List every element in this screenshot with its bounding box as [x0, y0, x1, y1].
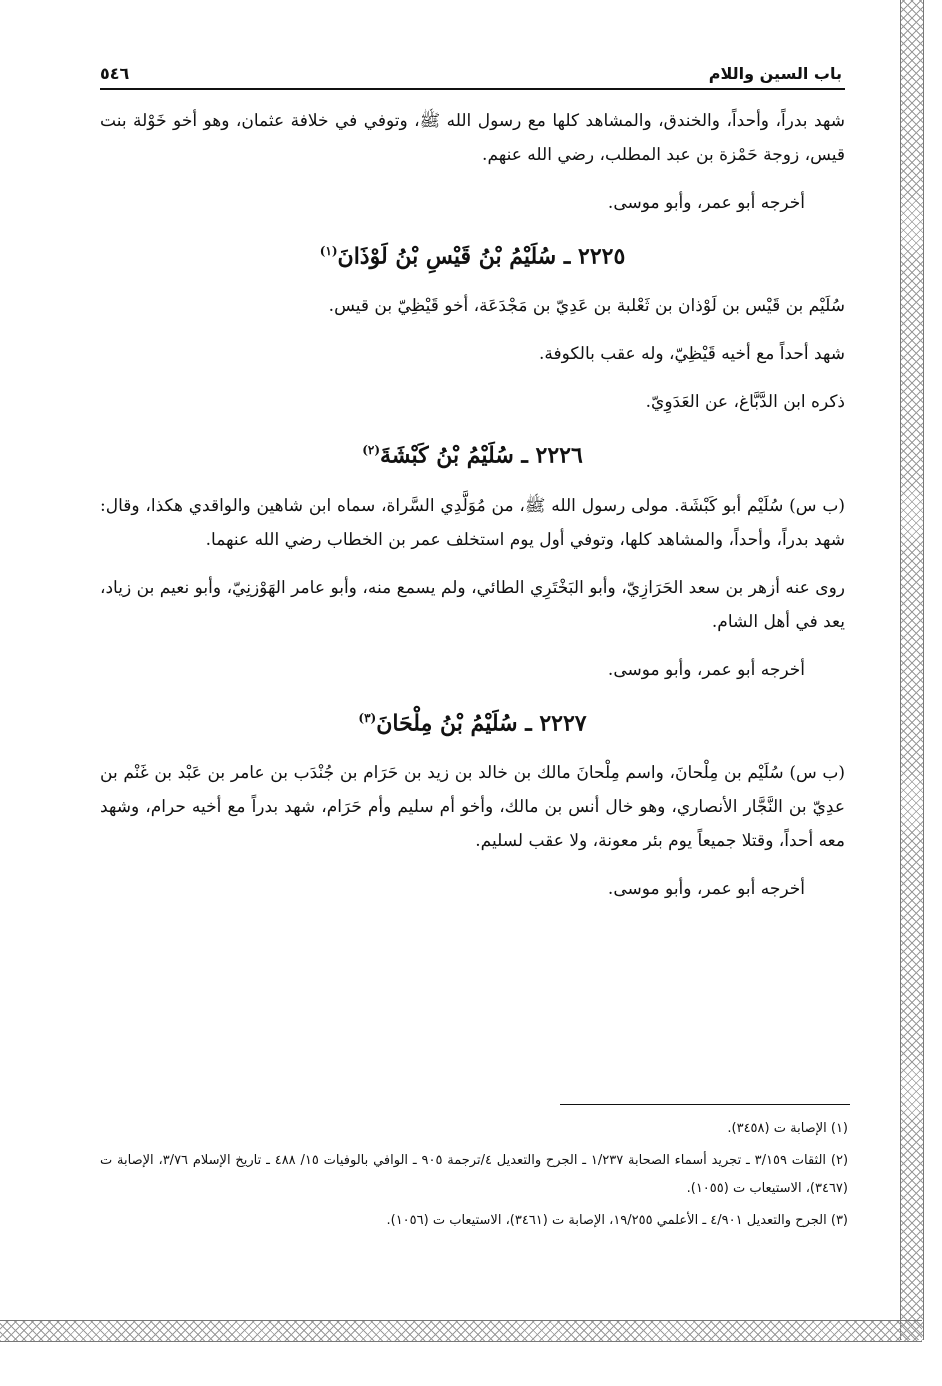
paragraph: روى عنه أزهر بن سعد الحَرَازِيّ، وأبو البَخْتَرِي الطائي، ولم يسمع منه، وأبو عامر الهَوْزنِيّ، وأبو نعيم بن زياد، يعد في أهل الشام. — [100, 577, 845, 632]
entry-heading-text: ٢٢٢٥ ـ سُلَيْمُ بْنُ قَيْسِ بْنُ لَوْذَانَ — [337, 243, 626, 270]
paragraph: أخرجه أبو عمر، وأبو موسى. — [607, 193, 805, 213]
entry-heading — [100, 433, 845, 472]
main-text — [100, 104, 845, 920]
page-number: ٥٤٦ — [100, 64, 130, 83]
entry-heading-text: ٢٢٢٧ ـ سُلَيْمُ بْنُ مِلْحَانَ — [376, 709, 587, 736]
header-rule — [100, 88, 845, 90]
footnote: (٣) الجرح والتعديل ٤/٩٠١ ـ الأعلمي ١٩/٢٥٥، الإصابة ت (٣٤٦١)، الاستيعاب ت (١٠٥٦). — [386, 1213, 848, 1228]
paragraph: سُلَيْم بن قَيْس بن لَوْذان بن ثَعْلبة بن عَدِيّ بن مَجْدَعَة، أخو قَيْظِيّ بن قيس. — [328, 296, 845, 317]
entry-heading-text: ٢٢٢٦ ـ سُلَيْمُ بْنُ كَبْشَةَ — [380, 442, 583, 469]
footnote: (٢) الثقات ٣/١٥٩ ـ تجريد أسماء الصحابة ١/٢٣٧ ـ الجرح والتعديل ٤/ترجمة ٩٠٥ ـ الوافي بالوفيات ١٥/ ٤٨٨ ـ تاريخ الإسلام ٣/٧٦، الإصابة ت (٣٤٦٧)، الاستيعاب ت (١٠٥٥). — [100, 1153, 849, 1196]
chapter-title: باب السين واللام — [708, 64, 842, 83]
paragraph: شهد أحداً مع أخيه قَيْظِيّ، وله عقب بالكوفة. — [538, 344, 845, 365]
paragraph: أخرجه أبو عمر، وأبو موسى. — [607, 659, 805, 680]
paragraph: (ب س) سُلَيْم بن مِلْحانَ، واسم مِلْحانَ مالك بن خالد بن زيد بن حَرَام بن جُنْدَب بن عامر بن عَبْد بن غَنْم بن عدِيّ بن النَّجَّار الأنصاري، وهو خال أنس بن مالك، وأخو أم سليم وأم حَرَام، شهد بدراً مع أخيه حرام، وشهد معه أحداً، وقتلا جميعاً يوم بئر معونة، ولا عقب لسليم. — [100, 762, 845, 851]
footnote-ref: (١) — [319, 244, 338, 258]
decorative-border-bottom — [0, 1320, 922, 1342]
footnote-ref: (٢) — [362, 443, 381, 458]
footnote-ref: (٣) — [358, 710, 377, 725]
paragraph: أخرجه أبو عمر، وأبو موسى. — [607, 878, 805, 899]
entry-heading — [100, 701, 845, 740]
paragraph: (ب س) سُلَيْم أبو كَبْشَة. مولى رسول الله ﷺ، من مُوَلَّدِي السَّراة، سماه ابن شاهين والواقدي هكذا، وقال: شهد بدراً، وأحداً، والمشاهد كلها، وتوفي أول يوم استخلف عمر بن الخطاب رضي الله عنهما. — [100, 495, 845, 550]
decorative-border-right — [900, 0, 924, 1340]
paragraph: شهد بدراً، وأحداً، والخندق، والمشاهد كلها مع رسول الله ﷺ، وتوفي في خلافة عثمان، وهو أخو خَوْلة بنت قيس، زوجة حَمْزة بن عبد المطلب، رضي الله عنهم. — [100, 111, 845, 165]
paragraph: ذكره ابن الدَّبَّاغ، عن العَدَوِيّ. — [645, 392, 845, 413]
footnotes — [100, 1115, 848, 1239]
entry-heading — [100, 234, 845, 273]
footnote: (١) الإصابة ت (٣٤٥٨). — [727, 1121, 848, 1136]
footnote-rule — [560, 1104, 850, 1105]
page-header — [100, 62, 842, 88]
